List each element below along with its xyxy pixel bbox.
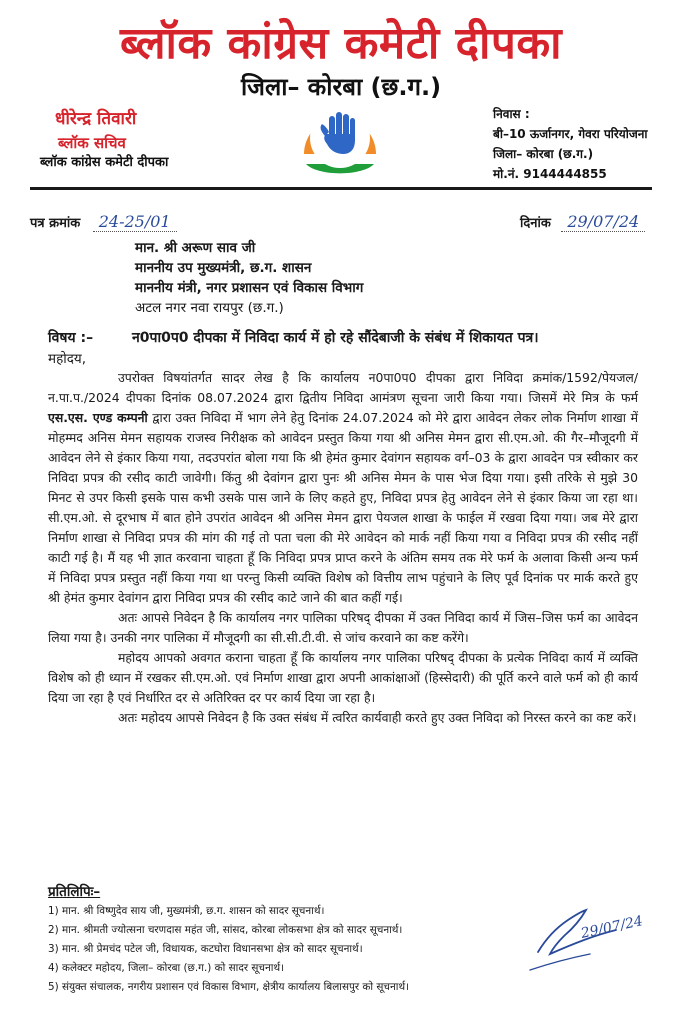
copy-item: 5) संयुक्त संचालक, नगरीय प्रशासन एवं विकास विभाग, क्षेत्रीय कार्यालय बिलासपुर को सूचनार्थ। (48, 981, 410, 993)
body-paragraph-4: अतः महोदय आपसे निवेदन है कि उक्त संबंध में त्वरित कार्यवाही करते हुए उक्त निविदा को निरस्त करने का कष्ट करें। (118, 710, 637, 725)
copy-item: 4) कलेक्टर महोदय, जिला– कोरबा (छ.ग.) को सादर सूचनार्थ। (48, 962, 285, 974)
letterhead-divider (30, 187, 652, 190)
date-value: 29/07/24 (561, 212, 645, 232)
letter-date (520, 212, 645, 232)
letterhead-title: ब्लॉक कांग्रेस कमेटी दीपका (119, 18, 563, 69)
signature-date: 29/07/24 (579, 913, 645, 942)
date-label: दिनांक (520, 216, 551, 231)
reference-label: पत्र क्रमांक (30, 216, 81, 231)
letter-body (48, 368, 638, 728)
sender-name: धीरेन्द्र तिवारी (55, 109, 137, 129)
addressee-line-1: मान. श्री अरूण साव जी (135, 240, 256, 256)
handwritten-signature (520, 880, 660, 980)
phone-number: मो.नं. 9144444855 (493, 167, 607, 181)
addressee-line-3: माननीय मंत्री, नगर प्रशासन एवं विकास विभाग (135, 280, 364, 296)
copies-title: प्रतिलिपिः– (48, 884, 101, 900)
copy-item: 2) मान. श्रीमती ज्योत्सना चरणदास महंत जी, सांसद, कोरबा लोकसभा क्षेत्र को सादर सूचनार्थ। (48, 924, 403, 936)
address-line-1: बी–10 ऊर्जानगर, गेवरा परियोजना (493, 127, 648, 141)
address-label: निवास : (493, 107, 530, 121)
addressee-block (135, 238, 363, 318)
body-paragraph-1 (48, 368, 638, 608)
body-paragraph-3: महोदय आपको अवगत कराना चाहता हूँ कि कार्यालय नगर पालिका परिषद् दीपका के प्रत्येक निविदा कार्य में व्यक्ति विशेष को ही ध्यान में रखकर सी.एम.ओ. एवं निर्माण शाखा द्वारा अपनी आकांक्षाओं (हिस्सेदारी) की पूर्ति करने वाले फर्म को ही कार्य दिया जा रहा है एवं निर्धारित दर से अतिरिक्त दर पर कार्य दिया जा रहा है। (48, 650, 638, 705)
firm-name: एस.एस. एण्ड कम्पनी (48, 410, 148, 425)
salutation: महोदय, (48, 351, 87, 367)
sender-post: ब्लॉक सचिव (58, 134, 126, 152)
reference-number (30, 212, 177, 232)
addressee-line-4: अटल नगर नवा रायपुर (छ.ग.) (135, 300, 284, 316)
body-paragraph-2: अतः आपसे निवेदन है कि कार्यालय नगर पालिका परिषद् दीपका में उक्त निविदा कार्य में जिस–जिस फर्म का आवेदन लिया गया है। उनकी नगर पालिका में मौजूदगी का सी.सी.टी.वी. से जांच करवाने का कष्ट करेंगे। (48, 610, 638, 645)
body-paragraph-1-part-b: द्वारा उक्त निविदा में भाग लेने हेतु दिनांक 24.07.2024 को मेरे द्वारा आवेदन लेकर लोक निर्माण शाखा में मोहम्मद अनिस मेमन सहायक राजस्व निरीक्षक को आवेदन प्रस्तुत किया गया श्री अनिस मेमन द्वारा सी.एम.ओ. की गैर–मौजूदगी में आवेदन लेने से इंकार किया गया, तदउपरांत बोला गया कि श्री हेमंत कुमार देवांगन सहायक वर्ग–03 के द्वारा आवदेन पत्र स्वीकार कर निविदा प्रपत्र की रसीद काटी जावेगी। किंतु श्री देवांगन द्वारा पुनः श्री अनिस मेमन के पास भेज दिया गया। इसी तरिके से मुझे 30 मिनट से उपर किसी इसके पास कभी उसके पास जाने के लिए कहते हुए, निविदा प्रपत्र हेतु आवेदन लेने से इंकार किया जा रहा था। सी.एम.ओ. से दूरभाष में बात होने उपरांत आवेदन श्री अनिस मेमन द्वारा पेयजल शाखा के फाईल में रखवा दिया गया। जब मेरे द्वारा निर्माण शाखा से निविदा प्रपत्र की मांग की गई तो पता चला की मेरे आवेदन को मार्क नहीं किया गया व निविदा प्रपत्र की रसीद नहीं काटी गई है। मैं यह भी ज्ञात करवाना चाहता हूँ कि निविदा प्रपत्र प्राप्त करने के अंतिम समय तक मेरे फर्म के अलावा किसी अन्य फर्म में निविदा प्रपत्र प्रस्तुत नहीं किया गया था परन्तु किसी व्यक्ति विशेष को वित्तीय लाभ पहुंचाने के लिए पूर्व दिनांक पर मार्क करते हुए श्री हेमंत कुमार देवांगन द्वारा निविदा प्रपत्र की रसीद काटे जाने की बात कहीं गई। (48, 410, 638, 605)
reference-value: 24-25/01 (93, 212, 177, 232)
congress-hand-logo-icon (300, 98, 380, 178)
letterhead-district: जिला– कोरबा (छ.ग.) (240, 73, 442, 101)
copy-item: 3) मान. श्री प्रेमचंद पटेल जी, विधायक, कटघोरा विधानसभा क्षेत्र को सादर सूचनार्थ। (48, 943, 363, 955)
addressee-line-2: माननीय उप मुख्यमंत्री, छ.ग. शासन (135, 260, 312, 276)
subject-label: विषय :– (48, 330, 94, 346)
subject-text: न0पा0प0 दीपका में निविदा कार्य में हो रहे सौंदेबाजी के संबंध में शिकायत पत्र। (132, 330, 539, 346)
copies-list (48, 902, 568, 997)
address-line-2: जिला– कोरबा (छ.ग.) (493, 147, 594, 161)
residence-address (493, 104, 673, 184)
body-paragraph-1-part-a: उपरोक्त विषयांतर्गत सादर लेख है कि कार्यालय न0पा0प0 दीपका द्वारा निविदा क्रमांक/1592/पेयजल/न.पा.प./2024 दीपका दिनांक 08.07.2024 द्वारा द्वितीय निविदा आमंत्रण सूचना जारी किया गया। जिसमें मेरे मित्र के फर्म (48, 370, 638, 405)
copy-item: 1) मान. श्री विष्णुदेव साय जी, मुख्यमंत्री, छ.ग. शासन को सादर सूचनार्थ। (48, 905, 325, 917)
sender-organization: ब्लॉक कांग्रेस कमेटी दीपका (40, 155, 169, 170)
subject-line (48, 328, 658, 348)
